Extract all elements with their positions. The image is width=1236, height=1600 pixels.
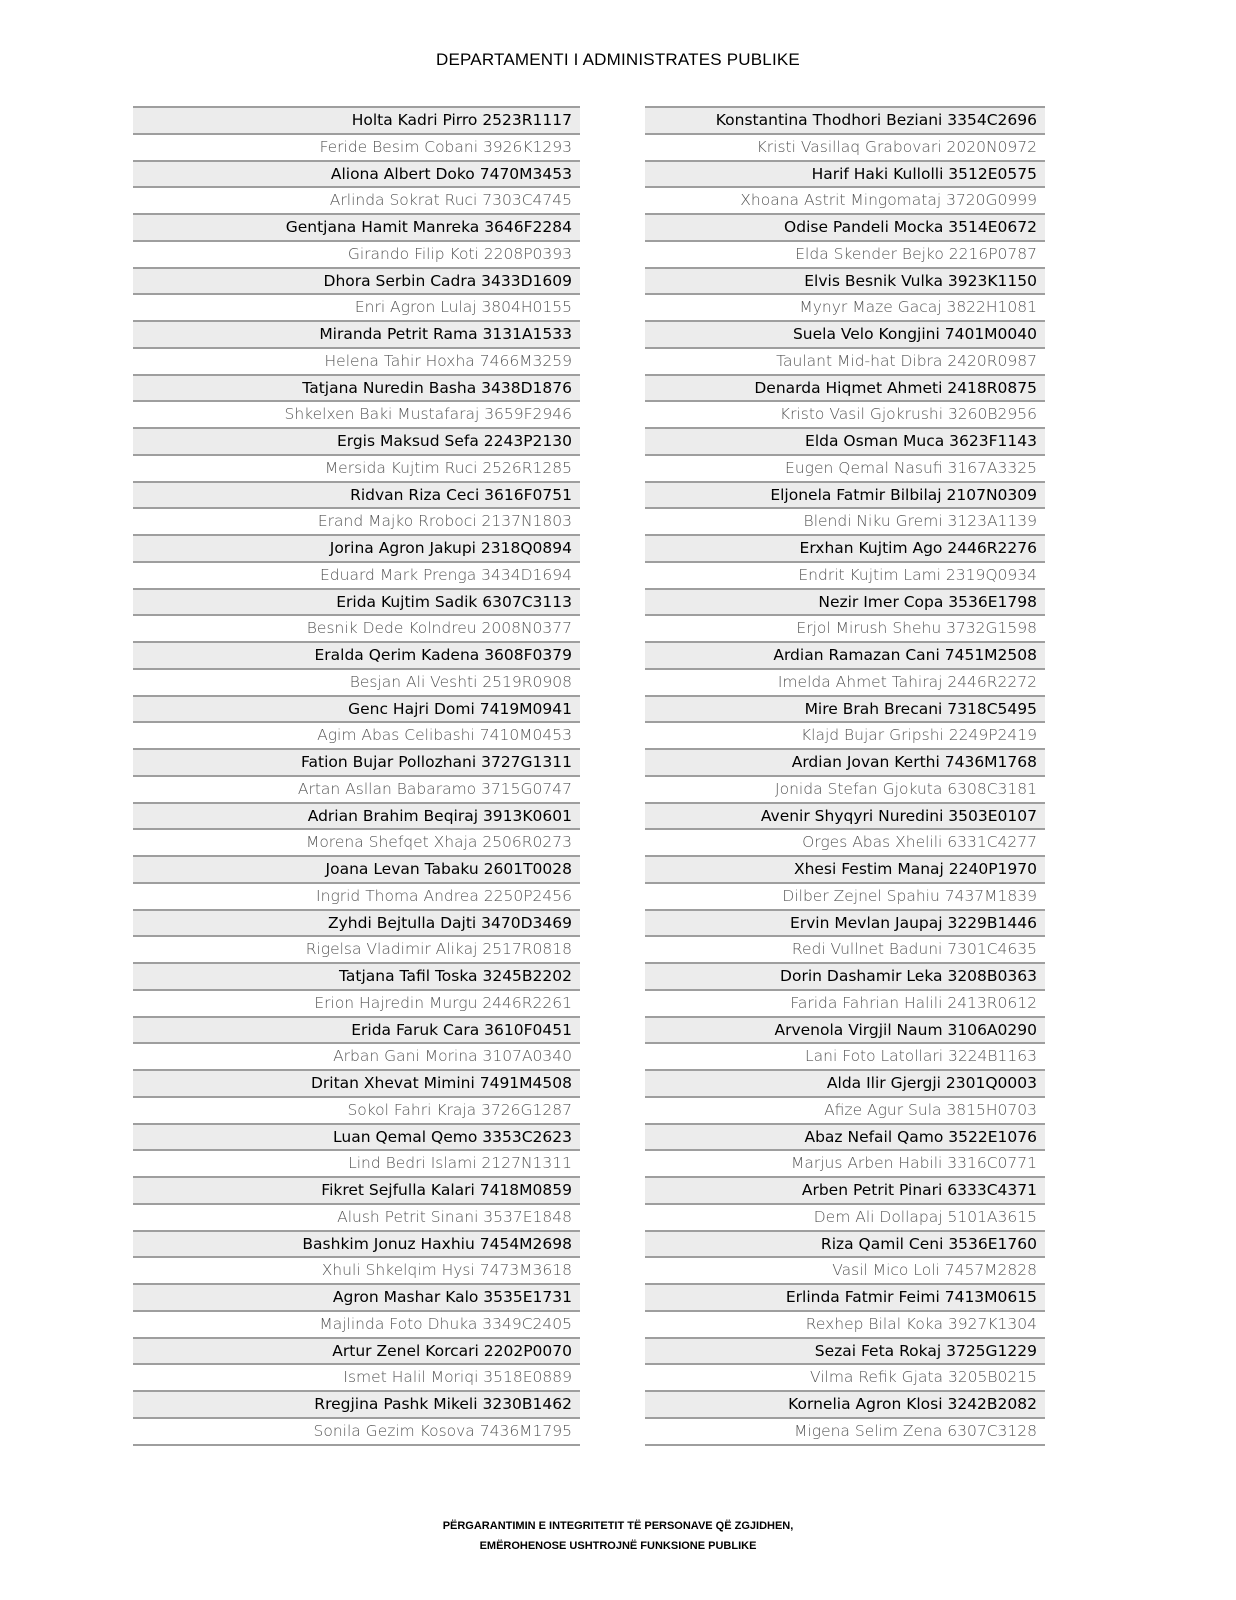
list-item: Xhuli Shkelqim Hysi 7473M3618 xyxy=(133,1256,580,1283)
footer-line-2: EMËROHENOSE USHTROJNË FUNKSIONE PUBLIKE xyxy=(479,1540,757,1552)
list-item: Afize Agur Sula 3815H0703 xyxy=(645,1096,1045,1123)
list-item: Vasil Mico Loli 7457M2828 xyxy=(645,1256,1045,1283)
list-item: Alda Ilir Gjergji 2301Q0003 xyxy=(645,1069,1045,1096)
list-item: Klajd Bujar Gripshi 2249P2419 xyxy=(645,721,1045,748)
list-item: Odise Pandeli Mocka 3514E0672 xyxy=(645,213,1045,240)
list-item: Mire Brah Brecani 7318C5495 xyxy=(645,695,1045,722)
list-item: Abaz Nefail Qamo 3522E1076 xyxy=(645,1123,1045,1150)
list-item: Orges Abas Xhelili 6331C4277 xyxy=(645,828,1045,855)
list-item: Erida Faruk Cara 3610F0451 xyxy=(133,1016,580,1043)
list-item: Erlinda Fatmir Feimi 7413M0615 xyxy=(645,1283,1045,1310)
list-end-rule xyxy=(645,1444,1045,1446)
list-item: Feride Besim Cobani 3926K1293 xyxy=(133,133,580,160)
left-name-list xyxy=(133,106,580,1446)
list-item: Fikret Sejfulla Kalari 7418M0859 xyxy=(133,1176,580,1203)
list-item: Joana Levan Tabaku 2601T0028 xyxy=(133,855,580,882)
list-item: Ergis Maksud Sefa 2243P2130 xyxy=(133,427,580,454)
list-item: Artur Zenel Korcari 2202P0070 xyxy=(133,1337,580,1364)
list-item: Harif Haki Kullolli 3512E0575 xyxy=(645,160,1045,187)
list-item: Agron Mashar Kalo 3535E1731 xyxy=(133,1283,580,1310)
list-item: Endrit Kujtim Lami 2319Q0934 xyxy=(645,561,1045,588)
list-item: Agim Abas Celibashi 7410M0453 xyxy=(133,721,580,748)
list-item: Dhora Serbin Cadra 3433D1609 xyxy=(133,267,580,294)
list-item: Sonila Gezim Kosova 7436M1795 xyxy=(133,1417,580,1444)
list-item: Erida Kujtim Sadik 6307C3113 xyxy=(133,588,580,615)
list-item: Majlinda Foto Dhuka 3349C2405 xyxy=(133,1310,580,1337)
list-item: Arban Gani Morina 3107A0340 xyxy=(133,1042,580,1069)
list-item: Rigelsa Vladimir Alikaj 2517R0818 xyxy=(133,935,580,962)
list-item: Denarda Hiqmet Ahmeti 2418R0875 xyxy=(645,374,1045,401)
list-item: Rexhep Bilal Koka 3927K1304 xyxy=(645,1310,1045,1337)
page-footer xyxy=(0,1516,1236,1556)
list-item: Mersida Kujtim Ruci 2526R1285 xyxy=(133,454,580,481)
list-item: Ingrid Thoma Andrea 2250P2456 xyxy=(133,882,580,909)
list-item: Ridvan Riza Ceci 3616F0751 xyxy=(133,481,580,508)
list-item: Xhesi Festim Manaj 2240P1970 xyxy=(645,855,1045,882)
list-item: Helena Tahir Hoxha 7466M3259 xyxy=(133,347,580,374)
list-item: Holta Kadri Pirro 2523R1117 xyxy=(133,106,580,133)
list-item: Redi Vullnet Baduni 7301C4635 xyxy=(645,935,1045,962)
list-item: Eduard Mark Prenga 3434D1694 xyxy=(133,561,580,588)
list-item: Genc Hajri Domi 7419M0941 xyxy=(133,695,580,722)
list-item: Besnik Dede Kolndreu 2008N0377 xyxy=(133,614,580,641)
list-item: Tatjana Tafil Toska 3245B2202 xyxy=(133,962,580,989)
list-item: Aliona Albert Doko 7470M3453 xyxy=(133,160,580,187)
list-item: Farida Fahrian Halili 2413R0612 xyxy=(645,989,1045,1016)
list-item: Jorina Agron Jakupi 2318Q0894 xyxy=(133,534,580,561)
list-item: Erxhan Kujtim Ago 2446R2276 xyxy=(645,534,1045,561)
list-item: Ardian Jovan Kerthi 7436M1768 xyxy=(645,748,1045,775)
list-item: Elvis Besnik Vulka 3923K1150 xyxy=(645,267,1045,294)
list-item: Artan Asllan Babaramo 3715G0747 xyxy=(133,775,580,802)
right-name-list xyxy=(645,106,1045,1446)
list-item: Adrian Brahim Beqiraj 3913K0601 xyxy=(133,802,580,829)
list-item: Kristo Vasil Gjokrushi 3260B2956 xyxy=(645,400,1045,427)
list-item: Avenir Shyqyri Nuredini 3503E0107 xyxy=(645,802,1045,829)
list-item: Jonida Stefan Gjokuta 6308C3181 xyxy=(645,775,1045,802)
list-item: Sezai Feta Rokaj 3725G1229 xyxy=(645,1337,1045,1364)
list-item: Elda Skender Bejko 2216P0787 xyxy=(645,240,1045,267)
list-item: Zyhdi Bejtulla Dajti 3470D3469 xyxy=(133,909,580,936)
list-item: Dilber Zejnel Spahiu 7437M1839 xyxy=(645,882,1045,909)
list-item: Dorin Dashamir Leka 3208B0363 xyxy=(645,962,1045,989)
list-item: Sokol Fahri Kraja 3726G1287 xyxy=(133,1096,580,1123)
list-item: Konstantina Thodhori Beziani 3354C2696 xyxy=(645,106,1045,133)
list-item: Eljonela Fatmir Bilbilaj 2107N0309 xyxy=(645,481,1045,508)
list-item: Ervin Mevlan Jaupaj 3229B1446 xyxy=(645,909,1045,936)
list-item: Mynyr Maze Gacaj 3822H1081 xyxy=(645,293,1045,320)
list-item: Morena Shefqet Xhaja 2506R0273 xyxy=(133,828,580,855)
list-item: Arlinda Sokrat Ruci 7303C4745 xyxy=(133,186,580,213)
list-item: Erjol Mirush Shehu 3732G1598 xyxy=(645,614,1045,641)
list-item: Shkelxen Baki Mustafaraj 3659F2946 xyxy=(133,400,580,427)
list-item: Imelda Ahmet Tahiraj 2446R2272 xyxy=(645,668,1045,695)
page-title: DEPARTAMENTI I ADMINISTRATES PUBLIKE xyxy=(436,50,800,69)
list-item: Rregjina Pashk Mikeli 3230B1462 xyxy=(133,1390,580,1417)
list-end-rule xyxy=(133,1444,580,1446)
list-item: Riza Qamil Ceni 3536E1760 xyxy=(645,1230,1045,1257)
list-item: Vilma Refik Gjata 3205B0215 xyxy=(645,1363,1045,1390)
list-item: Eralda Qerim Kadena 3608F0379 xyxy=(133,641,580,668)
list-item: Kornelia Agron Klosi 3242B2082 xyxy=(645,1390,1045,1417)
list-item: Ismet Halil Moriqi 3518E0889 xyxy=(133,1363,580,1390)
list-item: Dem Ali Dollapaj 5101A3615 xyxy=(645,1203,1045,1230)
list-item: Ardian Ramazan Cani 7451M2508 xyxy=(645,641,1045,668)
list-item: Enri Agron Lulaj 3804H0155 xyxy=(133,293,580,320)
list-item: Miranda Petrit Rama 3131A1533 xyxy=(133,320,580,347)
list-item: Nezir Imer Copa 3536E1798 xyxy=(645,588,1045,615)
list-item: Tatjana Nuredin Basha 3438D1876 xyxy=(133,374,580,401)
list-item: Xhoana Astrit Mingomataj 3720G0999 xyxy=(645,186,1045,213)
list-item: Taulant Mid-hat Dibra 2420R0987 xyxy=(645,347,1045,374)
list-item: Gentjana Hamit Manreka 3646F2284 xyxy=(133,213,580,240)
list-item: Marjus Arben Habili 3316C0771 xyxy=(645,1149,1045,1176)
list-item: Lani Foto Latollari 3224B1163 xyxy=(645,1042,1045,1069)
list-item: Arvenola Virgjil Naum 3106A0290 xyxy=(645,1016,1045,1043)
list-item: Bashkim Jonuz Haxhiu 7454M2698 xyxy=(133,1230,580,1257)
list-item: Fation Bujar Pollozhani 3727G1311 xyxy=(133,748,580,775)
list-item: Blendi Niku Gremi 3123A1139 xyxy=(645,507,1045,534)
list-item: Besjan Ali Veshti 2519R0908 xyxy=(133,668,580,695)
list-item: Dritan Xhevat Mimini 7491M4508 xyxy=(133,1069,580,1096)
list-item: Erand Majko Rroboci 2137N1803 xyxy=(133,507,580,534)
list-item: Girando Filip Koti 2208P0393 xyxy=(133,240,580,267)
list-item: Lind Bedri Islami 2127N1311 xyxy=(133,1149,580,1176)
list-item: Luan Qemal Qemo 3353C2623 xyxy=(133,1123,580,1150)
list-item: Alush Petrit Sinani 3537E1848 xyxy=(133,1203,580,1230)
footer-line-1: PËRGARANTIMIN E INTEGRITETIT TË PERSONAVE QË ZGJIDHEN, xyxy=(442,1520,794,1532)
list-item: Kristi Vasillaq Grabovari 2020N0972 xyxy=(645,133,1045,160)
list-item: Migena Selim Zena 6307C3128 xyxy=(645,1417,1045,1444)
list-item: Suela Velo Kongjini 7401M0040 xyxy=(645,320,1045,347)
list-item: Erion Hajredin Murgu 2446R2261 xyxy=(133,989,580,1016)
list-item: Elda Osman Muca 3623F1143 xyxy=(645,427,1045,454)
list-item: Arben Petrit Pinari 6333C4371 xyxy=(645,1176,1045,1203)
list-item: Eugen Qemal Nasufi 3167A3325 xyxy=(645,454,1045,481)
